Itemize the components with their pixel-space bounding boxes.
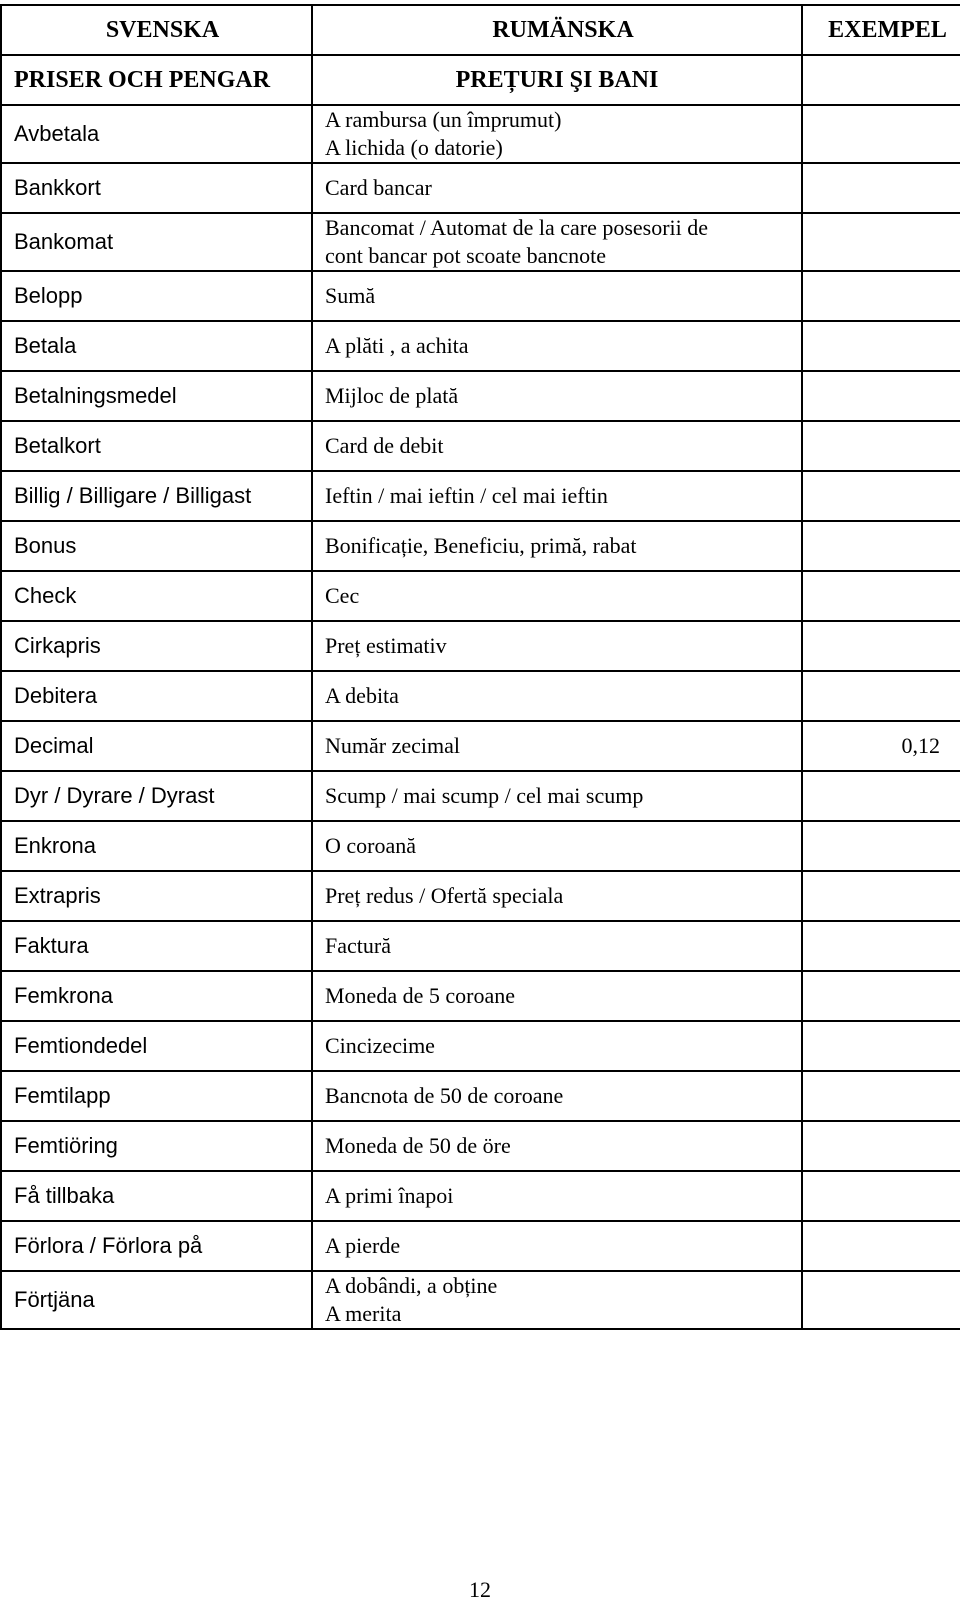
vocabulary-table bbox=[0, 4, 960, 1330]
section-row bbox=[1, 55, 960, 105]
example-value bbox=[802, 521, 960, 571]
header-exempel: EXEMPEL bbox=[802, 5, 960, 55]
example-value bbox=[802, 321, 960, 371]
example-value bbox=[802, 821, 960, 871]
translation-line: Sumă bbox=[325, 283, 376, 308]
example-value bbox=[802, 621, 960, 671]
swedish-term: Femtilapp bbox=[1, 1071, 312, 1121]
table-row bbox=[1, 213, 960, 271]
example-value bbox=[802, 1121, 960, 1171]
romanian-translation bbox=[312, 163, 802, 213]
example-value bbox=[802, 921, 960, 971]
swedish-term: Femtiöring bbox=[1, 1121, 312, 1171]
table-row bbox=[1, 1121, 960, 1171]
table-row bbox=[1, 1271, 960, 1329]
romanian-translation bbox=[312, 371, 802, 421]
swedish-term: Belopp bbox=[1, 271, 312, 321]
table-row bbox=[1, 371, 960, 421]
swedish-term: Cirkapris bbox=[1, 621, 312, 671]
swedish-term: Dyr / Dyrare / Dyrast bbox=[1, 771, 312, 821]
example-value bbox=[802, 871, 960, 921]
romanian-translation bbox=[312, 621, 802, 671]
swedish-term: Få tillbaka bbox=[1, 1171, 312, 1221]
example-value bbox=[802, 471, 960, 521]
translation-line: Cec bbox=[325, 583, 360, 608]
example-value bbox=[802, 1171, 960, 1221]
translation-line: A debita bbox=[325, 683, 399, 708]
swedish-term: Avbetala bbox=[1, 105, 312, 163]
table-row bbox=[1, 163, 960, 213]
example-value bbox=[802, 771, 960, 821]
translation-line: Preț estimativ bbox=[325, 633, 447, 658]
translation-line: cont bancar pot scoate bancnote bbox=[325, 243, 606, 268]
table-row bbox=[1, 1221, 960, 1271]
translation-line: A merita bbox=[325, 1301, 402, 1326]
table-row bbox=[1, 521, 960, 571]
swedish-term: Betala bbox=[1, 321, 312, 371]
romanian-translation bbox=[312, 521, 802, 571]
romanian-translation bbox=[312, 1071, 802, 1121]
swedish-term: Betalningsmedel bbox=[1, 371, 312, 421]
romanian-translation bbox=[312, 721, 802, 771]
example-value bbox=[802, 1271, 960, 1329]
romanian-translation bbox=[312, 421, 802, 471]
swedish-term: Femtiondedel bbox=[1, 1021, 312, 1071]
section-title-ro: PREȚURI ŞI BANI bbox=[312, 55, 802, 105]
header-rumanska: RUMÄNSKA bbox=[312, 5, 802, 55]
translation-line: Factură bbox=[325, 933, 391, 958]
swedish-term: Check bbox=[1, 571, 312, 621]
table-row bbox=[1, 421, 960, 471]
translation-line: Bonificație, Beneficiu, primă, rabat bbox=[325, 533, 637, 558]
romanian-translation bbox=[312, 1221, 802, 1271]
swedish-term: Enkrona bbox=[1, 821, 312, 871]
swedish-term: Förlora / Förlora på bbox=[1, 1221, 312, 1271]
section-example bbox=[802, 55, 960, 105]
table-row bbox=[1, 471, 960, 521]
header-svenska: SVENSKA bbox=[1, 5, 312, 55]
table-row bbox=[1, 1171, 960, 1221]
romanian-translation bbox=[312, 1171, 802, 1221]
example-value bbox=[802, 571, 960, 621]
romanian-translation bbox=[312, 105, 802, 163]
translation-line: Număr zecimal bbox=[325, 733, 460, 758]
romanian-translation bbox=[312, 971, 802, 1021]
romanian-translation bbox=[312, 821, 802, 871]
table-row bbox=[1, 321, 960, 371]
example-value bbox=[802, 163, 960, 213]
romanian-translation bbox=[312, 771, 802, 821]
table-row bbox=[1, 271, 960, 321]
header-row bbox=[1, 5, 960, 55]
table-row bbox=[1, 771, 960, 821]
table-row bbox=[1, 721, 960, 771]
romanian-translation bbox=[312, 271, 802, 321]
swedish-term: Faktura bbox=[1, 921, 312, 971]
swedish-term: Extrapris bbox=[1, 871, 312, 921]
example-value bbox=[802, 271, 960, 321]
translation-line: A plăti , a achita bbox=[325, 333, 469, 358]
example-value bbox=[802, 213, 960, 271]
swedish-term: Bankkort bbox=[1, 163, 312, 213]
romanian-translation bbox=[312, 321, 802, 371]
romanian-translation bbox=[312, 571, 802, 621]
translation-line: Bancnota de 50 de coroane bbox=[325, 1083, 564, 1108]
translation-line: Card bancar bbox=[325, 175, 432, 200]
swedish-term: Bonus bbox=[1, 521, 312, 571]
translation-line: Bancomat / Automat de la care posesorii de bbox=[325, 215, 709, 240]
example-value bbox=[802, 421, 960, 471]
example-value: 0,12 bbox=[802, 721, 960, 771]
translation-line: Mijloc de plată bbox=[325, 383, 459, 408]
swedish-term: Femkrona bbox=[1, 971, 312, 1021]
translation-line: Cincizecime bbox=[325, 1033, 435, 1058]
table-row bbox=[1, 671, 960, 721]
swedish-term: Förtjäna bbox=[1, 1271, 312, 1329]
translation-line: Ieftin / mai ieftin / cel mai ieftin bbox=[325, 483, 608, 508]
table-row bbox=[1, 621, 960, 671]
section-title-sv: PRISER OCH PENGAR bbox=[1, 55, 312, 105]
romanian-translation bbox=[312, 1121, 802, 1171]
table-row bbox=[1, 821, 960, 871]
swedish-term: Billig / Billigare / Billigast bbox=[1, 471, 312, 521]
example-value bbox=[802, 971, 960, 1021]
romanian-translation bbox=[312, 671, 802, 721]
translation-line: Scump / mai scump / cel mai scump bbox=[325, 783, 644, 808]
table-row bbox=[1, 971, 960, 1021]
romanian-translation bbox=[312, 471, 802, 521]
example-value bbox=[802, 671, 960, 721]
romanian-translation bbox=[312, 1271, 802, 1329]
swedish-term: Bankomat bbox=[1, 213, 312, 271]
translation-line: A primi înapoi bbox=[325, 1183, 454, 1208]
translation-line: A lichida (o datorie) bbox=[325, 135, 503, 160]
romanian-translation bbox=[312, 871, 802, 921]
table-row bbox=[1, 1071, 960, 1121]
example-value bbox=[802, 1071, 960, 1121]
swedish-term: Debitera bbox=[1, 671, 312, 721]
example-value bbox=[802, 1221, 960, 1271]
swedish-term: Decimal bbox=[1, 721, 312, 771]
swedish-term: Betalkort bbox=[1, 421, 312, 471]
romanian-translation bbox=[312, 921, 802, 971]
translation-line: Card de debit bbox=[325, 433, 444, 458]
translation-line: A rambursa (un împrumut) bbox=[325, 107, 562, 132]
romanian-translation bbox=[312, 213, 802, 271]
translation-line: A pierde bbox=[325, 1233, 401, 1258]
table-row bbox=[1, 871, 960, 921]
table-row bbox=[1, 105, 960, 163]
page-number: 12 bbox=[469, 1577, 491, 1602]
table-row bbox=[1, 921, 960, 971]
translation-line: Moneda de 50 de öre bbox=[325, 1133, 511, 1158]
table-row bbox=[1, 1021, 960, 1071]
translation-line: A dobândi, a obține bbox=[325, 1273, 498, 1298]
translation-line: O coroană bbox=[325, 833, 417, 858]
translation-line: Moneda de 5 coroane bbox=[325, 983, 515, 1008]
example-value bbox=[802, 371, 960, 421]
example-value bbox=[802, 105, 960, 163]
example-value bbox=[802, 1021, 960, 1071]
table-row bbox=[1, 571, 960, 621]
translation-line: Preț redus / Ofertă speciala bbox=[325, 883, 564, 908]
romanian-translation bbox=[312, 1021, 802, 1071]
